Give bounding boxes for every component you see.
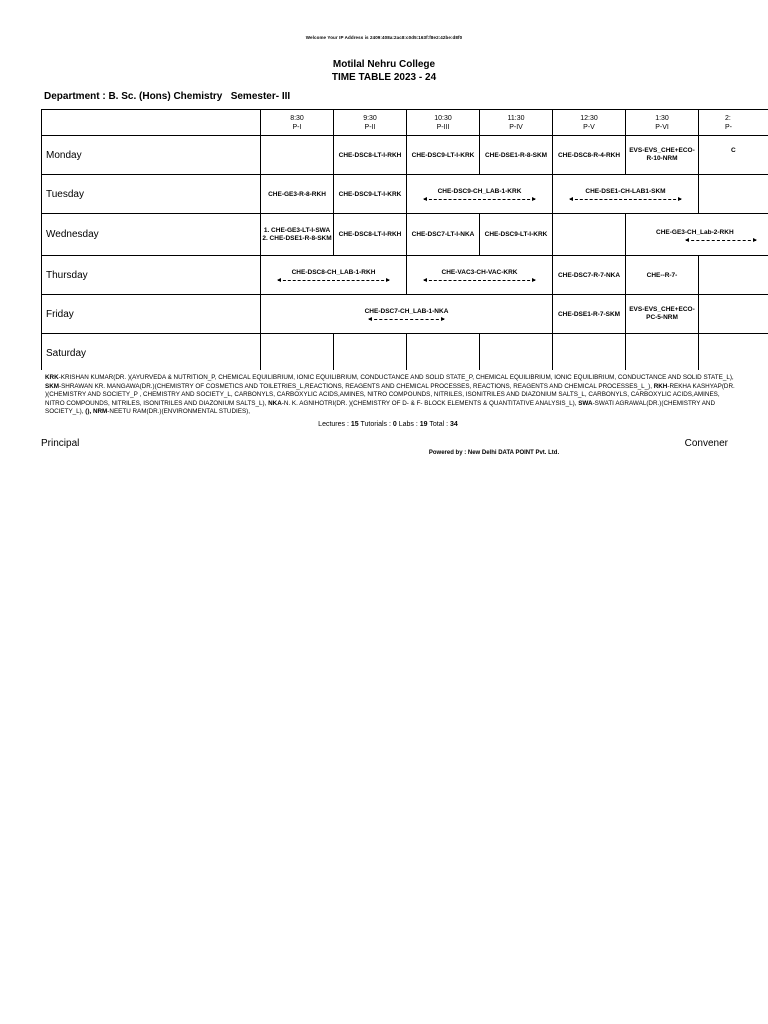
duration-arrow-icon <box>278 280 390 281</box>
faculty-details: -REKHA KASHYAP(DR. )(CHEMISTRY AND SOCIETY_P , CHEMISTRY AND SOCIETY_L, CARBONYLS, CARBOXYLIC ACIDS,AMINES, NITRO COMPOUNDS, NITRILES, ISONITRILES AND DIAZONIUM SALTS_L, CARBONYLS, CARBOXYLIC ACIDS,AMINES, NITRO COMPOUNDS, NITRILES, ISONITRILES AND DIAZONIUM SALTS_L), <box>45 382 735 407</box>
period-header <box>553 110 626 136</box>
timetable <box>41 109 768 370</box>
lab-label: CHE-DSE1-CH-LAB1-SKM <box>585 188 666 195</box>
load-summary <box>0 421 768 428</box>
lab-cell <box>261 295 553 334</box>
class-cell: CHE-DSC8-LT-I-RKH <box>334 214 407 256</box>
header-row <box>42 110 768 136</box>
class-cell <box>261 136 334 175</box>
day-label: Friday <box>42 295 261 334</box>
class-cell <box>699 334 768 371</box>
class-cell <box>480 334 553 371</box>
lectures-label: Lectures : <box>318 421 351 428</box>
class-cell <box>553 214 626 256</box>
faculty-details: -NEETU RAM(DR.)(ENVIRONMENTAL STUDIES), <box>107 408 251 416</box>
period-time: 10:30 <box>434 114 452 122</box>
lab-label: CHE-DSC7-CH_LAB-1-NKA <box>364 308 449 315</box>
class-cell <box>626 334 699 371</box>
faculty-code: (), NRM <box>85 408 108 416</box>
lab-cell <box>407 175 553 214</box>
period-header <box>699 110 768 136</box>
class-cell: CHE-DSC7-R-7-NKA <box>553 256 626 295</box>
day-label: Wednesday <box>42 214 261 256</box>
total-label: Total : <box>427 421 451 428</box>
period-time: 1:30 <box>655 114 669 122</box>
lab-label: CHE-GE3-CH_Lab-2-RKH <box>656 228 734 236</box>
day-label: Saturday <box>42 334 261 371</box>
day-row-monday <box>42 136 768 175</box>
lab-cell <box>261 256 407 295</box>
faculty-legend <box>45 374 735 417</box>
day-label: Tuesday <box>42 175 261 214</box>
class-cell: CHE-GE3-R-8-RKH <box>261 175 334 214</box>
labs-label: Labs : <box>396 421 420 428</box>
timetable-title: TIME TABLE 2023 - 24 <box>331 72 437 83</box>
class-entry: 1. CHE-GE3-LT-I-SWA <box>263 226 331 234</box>
class-cell <box>699 175 768 214</box>
duration-arrow-icon <box>424 199 536 200</box>
college-name: Motilal Nehru College <box>332 59 436 70</box>
period-header <box>407 110 480 136</box>
class-cell: CHE-DSC8-R-4-RKH <box>553 136 626 175</box>
faculty-details: -SHRAWAN KR. MANGAWA(DR.)(CHEMISTRY OF COSMETICS AND TOILETRIES_L,REACTIONS, REAGENTS AND CHEMICAL PROCESSES, REACTIONS, REAGENTS AND CHEMICAL PROCESSES_L_), <box>59 382 654 390</box>
lectures-count: 15 <box>350 421 359 428</box>
day-row-saturday <box>42 334 768 371</box>
class-cell: CHE-DSC9-LT-I-KRK <box>480 214 553 256</box>
day-row-wednesday <box>42 214 768 256</box>
period-header <box>334 110 407 136</box>
labs-count: 19 <box>419 421 428 428</box>
period-label: P-I <box>292 123 302 131</box>
day-row-thursday <box>42 256 768 295</box>
period-label: P-III <box>436 123 450 131</box>
period-time: 11:30 <box>507 114 525 122</box>
class-cell <box>699 295 768 334</box>
duration-arrow-icon <box>686 240 756 241</box>
period-label: P-V <box>583 123 595 131</box>
period-label: P-IV <box>509 123 523 131</box>
class-cell <box>553 334 626 371</box>
corner-cell <box>42 110 261 136</box>
lab-cell <box>407 256 553 295</box>
class-cell: EVS-EVS_CHE+ECO-R-10-NRM <box>626 136 699 175</box>
department-heading: Department : B. Sc. (Hons) Chemistry Semester- III <box>44 91 291 102</box>
class-cell <box>407 334 480 371</box>
tutorials-count: 0 <box>392 421 397 428</box>
day-label: Thursday <box>42 256 261 295</box>
lab-label: CHE-VAC3-CH-VAC-KRK <box>441 269 518 276</box>
tutorials-label: Tutorials : <box>358 421 393 428</box>
faculty-code: SWA <box>578 399 593 407</box>
class-cell: CHE-DSE1-R-7-SKM <box>553 295 626 334</box>
class-cell <box>334 334 407 371</box>
lab-cell <box>626 214 768 256</box>
faculty-code: NKA <box>268 399 282 407</box>
faculty-details: -KRISHAN KUMAR(DR. )(AYURVEDA & NUTRITION_P, CHEMICAL EQUILIBRIUM, IONIC EQUILIBRIUM, CONDUCTANCE AND SOLID STATE_P, CHEMICAL EQUILIBRIUM, IONIC EQUILIBRIUM, CONDUCTANCE AND SOLID STATE_L), <box>58 374 734 381</box>
class-cell: CHE-DSE1-R-8-SKM <box>480 136 553 175</box>
class-entry: 2. CHE-DSE1-R-8-SKM <box>262 234 332 242</box>
class-cell <box>261 334 334 371</box>
lab-label: CHE-DSC8-CH_LAB-1-RKH <box>291 269 376 276</box>
class-cell <box>261 214 334 256</box>
period-label: P-VI <box>655 123 669 131</box>
timetable-container <box>41 109 768 370</box>
lab-cell <box>553 175 699 214</box>
faculty-details: -SWATI AGRAWAL(DR.)(CHEMISTRY AND SOCIETY_L), <box>45 399 716 416</box>
ip-address-line: Welcome Your IP Address is 2409:408a:2ac8:c0d5:163f:f8e2:42be:d8f0 <box>305 35 463 40</box>
class-cell: CHE-DSC8-LT-I-RKH <box>334 136 407 175</box>
faculty-code: RKH <box>653 382 668 390</box>
class-cell: CHE-DSC7-LT-I-NKA <box>407 214 480 256</box>
class-cell: EVS-EVS_CHE+ECO-PC-5-NRM <box>626 295 699 334</box>
convener-signature-label: Convener <box>684 438 728 449</box>
faculty-code: SKM <box>45 382 59 390</box>
period-label: P-II <box>364 123 376 131</box>
day-row-friday <box>42 295 768 334</box>
day-row-tuesday <box>42 175 768 214</box>
period-time: 2: <box>725 114 731 122</box>
period-time: 8:30 <box>290 114 304 122</box>
period-header <box>261 110 334 136</box>
period-time: 12:30 <box>580 114 598 122</box>
duration-arrow-icon <box>570 199 682 200</box>
day-label: Monday <box>42 136 261 175</box>
duration-arrow-icon <box>424 280 536 281</box>
class-cell: CHE--R-7- <box>626 256 699 295</box>
period-label: P- <box>725 123 732 131</box>
class-cell: CHE-DSC9-LT-I-KRK <box>334 175 407 214</box>
lab-label: CHE-DSC9-CH_LAB-1-KRK <box>437 188 522 195</box>
period-header <box>626 110 699 136</box>
duration-arrow-icon <box>369 319 444 320</box>
powered-by: Powered by : New Delhi DATA POINT Pvt. Ltd. <box>428 450 560 456</box>
faculty-details: -N. K. AGNIHOTRI(DR. )(CHEMISTRY OF D- & F- BLOCK ELEMENTS & QUANTITATIVE ANALYSIS_L), <box>281 399 579 407</box>
class-cell: C <box>699 136 768 175</box>
class-cell: CHE-DSC9-LT-I-KRK <box>407 136 480 175</box>
period-header <box>480 110 553 136</box>
class-cell <box>699 256 768 295</box>
period-time: 9:30 <box>363 114 377 122</box>
total-count: 34 <box>450 421 458 428</box>
faculty-code: KRK <box>45 374 59 381</box>
principal-signature-label: Principal <box>41 438 80 449</box>
